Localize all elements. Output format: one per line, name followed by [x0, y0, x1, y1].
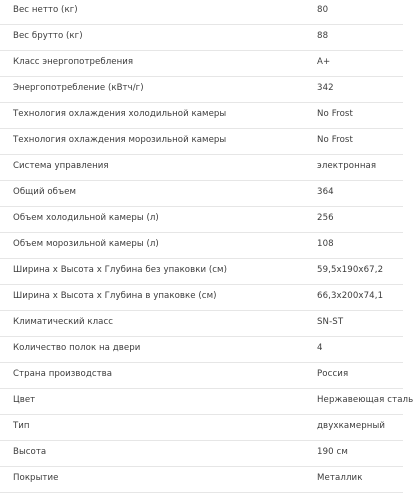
spec-value: 342 — [317, 83, 334, 93]
spec-value: Нержавеющая сталь — [317, 395, 413, 405]
spec-value: Металлик — [317, 473, 363, 483]
spec-label: Ширина х Высота х Глубина без упаковки (см) — [13, 265, 227, 275]
spec-row-coating — [0, 467, 403, 493]
spec-value: двухкамерный — [317, 421, 386, 431]
spec-row-total-volume — [0, 181, 403, 207]
spec-value: A+ — [317, 57, 331, 67]
spec-row-freezer-volume — [0, 233, 403, 259]
spec-label: Класс энергопотребления — [13, 57, 134, 67]
spec-label: Технология охлаждения холодильной камеры — [13, 109, 227, 119]
spec-value: 190 см — [317, 447, 348, 457]
spec-row-fridge-volume — [0, 207, 403, 233]
spec-label: Общий объем — [13, 187, 77, 197]
spec-row-dimensions-packed — [0, 285, 403, 311]
spec-value: 80 — [317, 5, 329, 15]
spec-label: Объем морозильной камеры (л) — [13, 239, 159, 249]
spec-label: Объем холодильной камеры (л) — [13, 213, 159, 223]
spec-value: 4 — [317, 343, 323, 353]
spec-row-country — [0, 363, 403, 389]
spec-row-energy-consumption — [0, 77, 403, 103]
spec-row-energy-class — [0, 51, 403, 77]
spec-label: Технология охлаждения морозильной камеры — [13, 135, 227, 145]
spec-value: 256 — [317, 213, 334, 223]
spec-value: электронная — [317, 161, 377, 171]
spec-row-freezer-cooling-technology — [0, 129, 403, 155]
spec-value: 364 — [317, 187, 334, 197]
spec-row-type — [0, 415, 403, 441]
spec-row-fridge-cooling-technology — [0, 103, 403, 129]
spec-label: Энергопотребление (кВтч/г) — [13, 83, 144, 93]
spec-label: Покрытие — [13, 473, 59, 483]
spec-row-door-shelves — [0, 337, 403, 363]
spec-row-net-weight — [0, 0, 403, 25]
spec-value: Россия — [317, 369, 349, 379]
spec-label: Страна производства — [13, 369, 113, 379]
spec-label: Цвет — [13, 395, 36, 405]
spec-value: 66,3x200x74,1 — [317, 291, 384, 301]
spec-label: Количество полок на двери — [13, 343, 141, 353]
spec-row-color — [0, 389, 413, 415]
spec-value: No Frost — [317, 109, 353, 119]
spec-row-climate-class — [0, 311, 403, 337]
spec-label: Вес брутто (кг) — [13, 31, 83, 41]
spec-value: 88 — [317, 31, 329, 41]
spec-row-control-system — [0, 155, 403, 181]
spec-value: SN-ST — [317, 317, 344, 327]
spec-row-height — [0, 441, 403, 467]
spec-value: 59,5x190x67,2 — [317, 265, 384, 275]
spec-label: Климатический класс — [13, 317, 114, 327]
spec-label: Ширина х Высота х Глубина в упаковке (см) — [13, 291, 217, 301]
spec-label: Система управления — [13, 161, 109, 171]
spec-value: 108 — [317, 239, 334, 249]
spec-row-dimensions-unpacked — [0, 259, 403, 285]
spec-label: Высота — [13, 447, 47, 457]
spec-label: Вес нетто (кг) — [13, 5, 78, 15]
spec-row-gross-weight — [0, 25, 403, 51]
spec-label: Тип — [13, 421, 30, 431]
spec-value: No Frost — [317, 135, 353, 145]
